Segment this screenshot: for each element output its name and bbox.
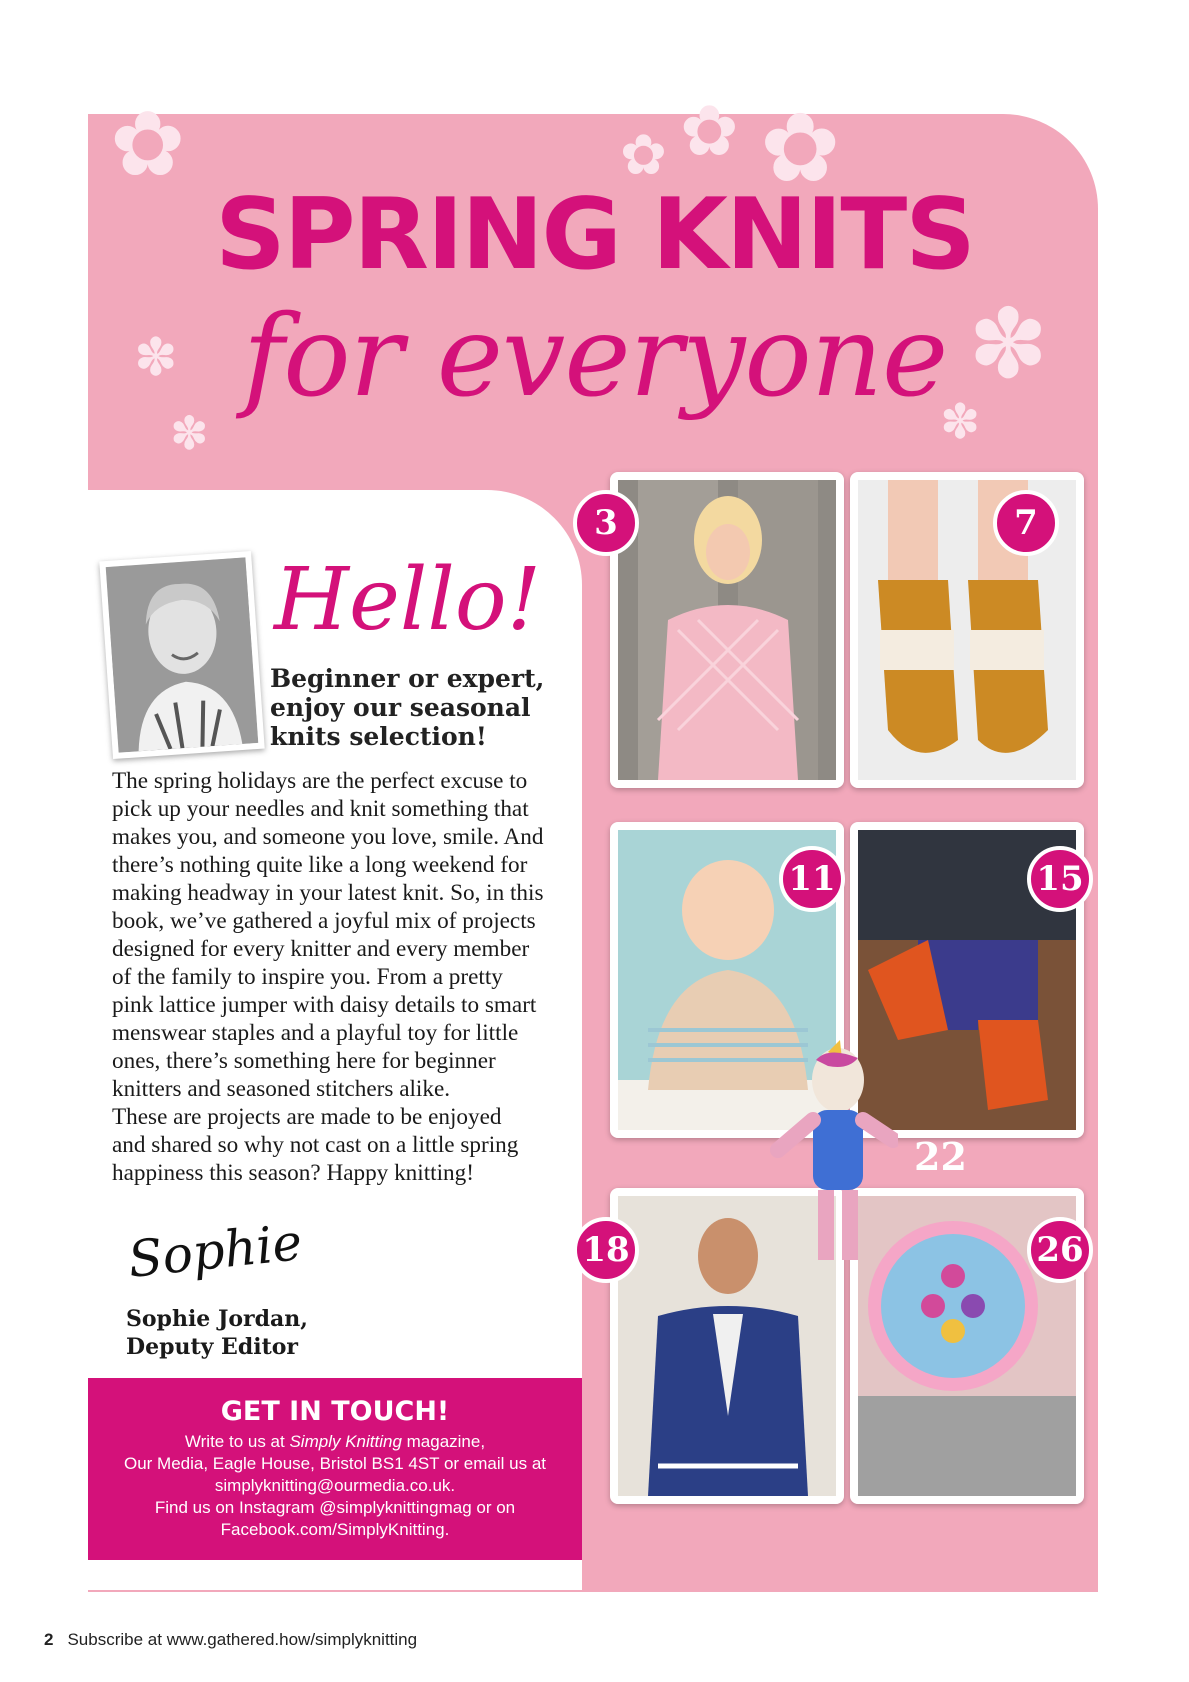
contact-box	[88, 1378, 582, 1560]
page-badge-3[interactable]: 3	[573, 490, 639, 556]
flower-icon: ✿	[110, 92, 186, 197]
page-number: 2	[44, 1630, 54, 1649]
flower-icon: ✽	[134, 328, 178, 388]
body-line: makes you, and someone you love, smile. And	[112, 824, 544, 850]
contact-write-suffix: magazine,	[401, 1432, 486, 1451]
editor-signature: Sophie	[125, 1213, 305, 1289]
editor-role: Deputy Editor	[126, 1334, 298, 1360]
body-line: menswear staples and a playful toy for little	[112, 1020, 519, 1046]
page-badge-18[interactable]: 18	[573, 1217, 639, 1283]
body-line: book, we’ve gathered a joyful mix of projects	[112, 908, 536, 934]
body-line: The spring holidays are the perfect excuse to	[112, 768, 528, 794]
page-badge-26[interactable]: 26	[1027, 1217, 1093, 1283]
contact-address: Our Media, Eagle House, Bristol BS1 4ST or email us at	[123, 1454, 547, 1473]
intro-text: Beginner or expert, enjoy our seasonal knits selection!	[270, 664, 545, 751]
body-line: designed for every knitter and every member	[112, 936, 530, 962]
flower-icon: ✽	[170, 406, 209, 460]
page-badge-7[interactable]: 7	[993, 490, 1059, 556]
contact-line	[88, 1431, 582, 1453]
contact-heading: GET IN TOUCH!	[220, 1396, 450, 1427]
unicorn-toy-icon	[768, 1040, 898, 1270]
editor-letter-body	[112, 767, 582, 1187]
flower-icon: ✿	[760, 92, 841, 204]
contact-facebook-link[interactable]: Facebook.com/SimplyKnitting.	[220, 1520, 450, 1539]
body-line: knitters and seasoned stitchers alike.	[112, 1076, 451, 1102]
magazine-name: Simply Knitting	[289, 1432, 402, 1451]
contact-email-link[interactable]: simplyknitting@ourmedia.co.uk.	[214, 1476, 456, 1495]
unicorn-toy-image[interactable]	[768, 1040, 898, 1270]
page-title: SPRING KNITS	[215, 178, 974, 292]
editor-portrait	[99, 551, 264, 759]
body-line: happiness this season? Happy knitting!	[112, 1160, 474, 1186]
flower-icon: ✿	[620, 123, 667, 188]
body-line: and shared so why not cast on a little spring	[112, 1132, 519, 1158]
flower-icon: ✿	[680, 90, 739, 172]
contact-instagram[interactable]: Find us on Instagram @simplyknittingmag or on	[154, 1498, 516, 1517]
editor-signoff	[126, 1305, 308, 1361]
flower-icon: ✽	[940, 394, 981, 450]
page-subtitle: for everyone	[242, 292, 948, 422]
flower-icon: ✽	[968, 288, 1049, 400]
greeting: Hello!	[274, 550, 542, 650]
pink-lattice-jumper-icon	[618, 480, 836, 780]
body-line: ones, there’s something here for beginner	[112, 1048, 496, 1074]
contact-write-prefix: Write to us at	[184, 1432, 290, 1451]
subscribe-link[interactable]: Subscribe at www.gathered.how/simplyknitting	[67, 1630, 418, 1649]
body-line: there’s nothing quite like a long weekend for	[112, 852, 528, 878]
body-line: pick up your needles and knit something that	[112, 796, 529, 822]
editor-name: Sophie Jordan,	[126, 1306, 308, 1332]
page-badge-15[interactable]: 15	[1027, 846, 1093, 912]
page-badge-11[interactable]: 11	[779, 846, 845, 912]
page-label-22[interactable]: 22	[914, 1134, 967, 1179]
body-line: These are projects are made to be enjoyed	[112, 1104, 502, 1130]
body-line: of the family to inspire you. From a pretty	[112, 964, 503, 990]
body-line: making headway in your latest knit. So, in this	[112, 880, 544, 906]
editor-photo-icon	[106, 557, 259, 752]
page-footer	[44, 1630, 417, 1650]
body-line: pink lattice jumper with daisy details to smart	[112, 992, 537, 1018]
project-photo-pink-jumper[interactable]	[610, 472, 844, 788]
